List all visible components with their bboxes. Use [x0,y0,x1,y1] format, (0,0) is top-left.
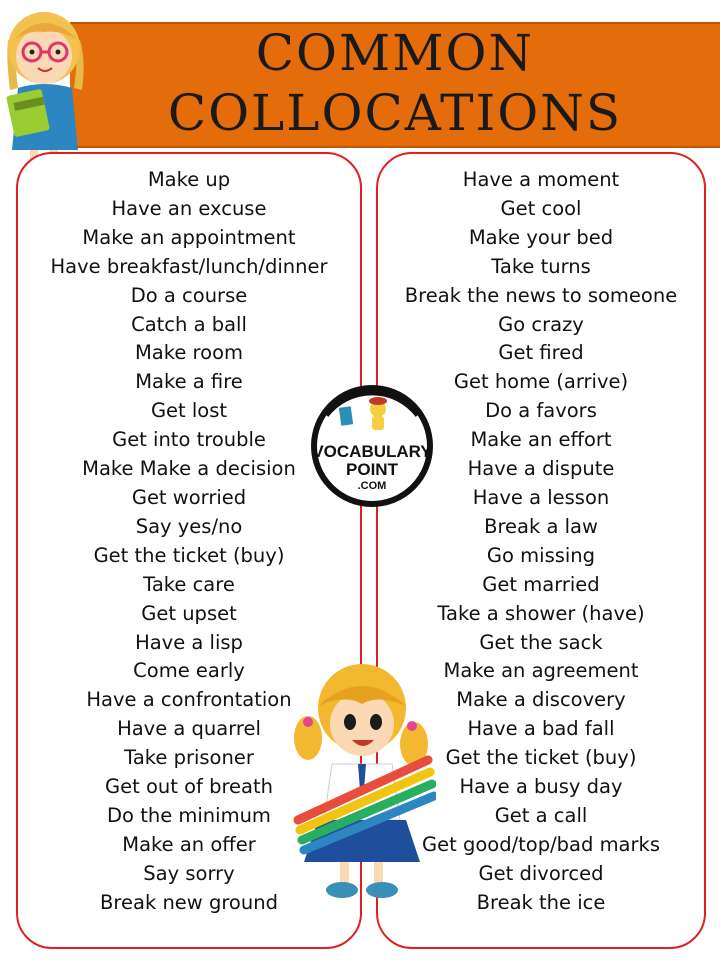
collocation-item: Get cool [500,196,582,220]
collocation-item: Come early [133,659,245,683]
collocation-item: Get the ticket (buy) [93,543,285,567]
logo-text-line-3: .COM [357,480,387,492]
collocation-item: Get the sack [479,630,603,654]
collocation-item: Make Make a decision [82,457,296,481]
collocation-item: Make an appointment [82,225,296,249]
collocation-item: Make room [134,341,243,365]
collocation-item: Have a moment [462,168,620,191]
collocation-item: Do a favors [485,399,597,423]
collocation-item: Take a shower (have) [437,601,645,625]
collocation-item: Do a course [130,283,248,307]
collocation-item: Get out of breath [105,775,273,799]
collocation-item: Take turns [491,254,591,278]
collocation-item: Have an excuse [111,196,267,220]
collocation-item: Have a busy day [459,775,623,799]
collocation-item: Get fired [498,341,584,365]
vocabulary-point-logo [306,385,438,507]
collocation-item: Make a discovery [456,688,626,712]
collocation-item: Break new ground [100,890,278,914]
logo-text-line-2: POINT [346,460,398,479]
collocation-item: Get married [482,572,600,596]
collocation-item: Get the ticket (buy) [445,746,637,770]
collocation-item: Do the minimum [107,803,271,827]
girl-with-pencils-illustration [288,660,436,900]
collocation-item: Make an effort [470,428,612,452]
collocation-item: Have a lisp [135,630,243,654]
collocation-item: Have a confrontation [86,688,292,712]
page-title-line-2: COLLOCATIONS [167,84,623,142]
collocation-item: Get divorced [478,861,604,885]
collocation-item: Get home (arrive) [453,370,629,394]
collocation-item: Make a fire [135,370,243,394]
collocation-item: Get good/top/bad marks [422,832,660,856]
collocation-item: Break a law [484,514,598,538]
collocation-item: Get lost [150,399,228,423]
collocation-item: Say yes/no [135,514,243,538]
collocation-item: Make an offer [122,832,256,856]
collocation-item: Say sorry [143,861,235,885]
collocation-item: Make your bed [468,225,614,249]
collocation-item: Break the news to someone [404,283,678,307]
collocation-item: Go crazy [498,312,584,336]
collocation-item: Have a lesson [472,485,610,509]
collocation-item: Get upset [141,601,237,625]
collocation-item: Go missing [486,543,596,567]
collocation-item: Get into trouble [112,428,266,452]
collocation-item: Have a bad fall [467,717,615,741]
collocation-item: Have a dispute [467,457,615,481]
collocation-item: Catch a ball [131,312,247,336]
collocation-item: Get worried [131,485,247,509]
collocation-item: Make up [147,168,231,191]
logo-text-line-1: VOCABULARY [312,442,432,461]
collocation-item: Take prisoner [124,746,254,770]
collocation-item: Take care [143,572,235,596]
collocation-item: Have a quarrel [117,717,261,741]
collocation-item: Get a call [494,803,588,827]
page-title-line-1: COMMON [255,24,535,82]
collocation-item: Break the ice [476,890,606,914]
collocation-item: Make an agreement [443,659,639,683]
collocation-item: Have breakfast/lunch/dinner [50,254,328,278]
